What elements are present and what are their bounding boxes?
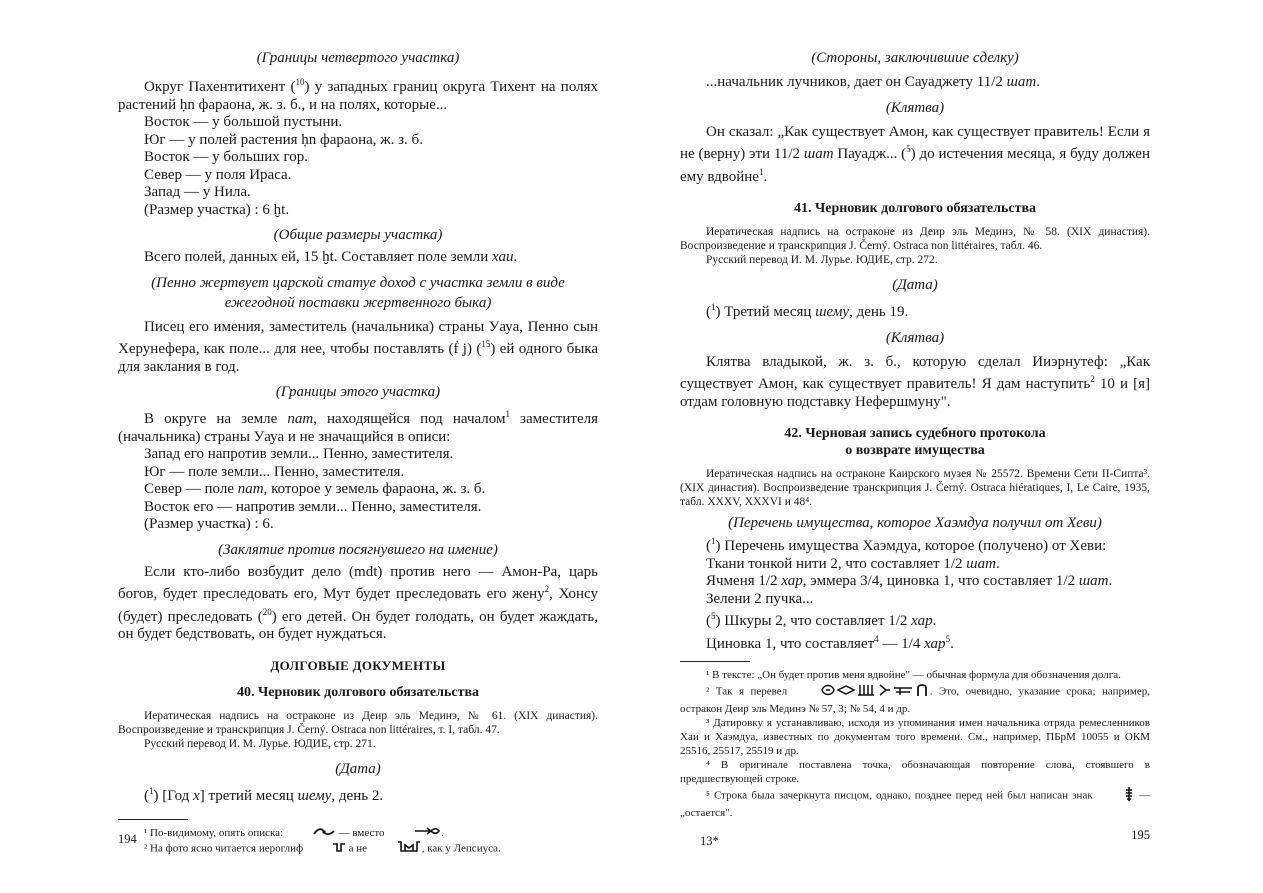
document-41-source: Иератическая надпись на остраконе из Деир эль Мединэ, № 58. (XIX династия). Воспроизведение и транскрипция J. Černý. Ostraca non littéraires, табл. 46. [680, 226, 1150, 252]
subheading-date: (Дата) [335, 760, 381, 777]
paragraph-scribe: Писец его имения, заместитель (начальника) страны Уауа, Пенно сын Херунефера, как поле... для нее, чтобы поставлять (ḟ j) ($^{15}$) ей одного быка для заклания в год. [118, 318, 598, 375]
boundary-west: Запад — у Нила. [144, 184, 251, 200]
subheading-property-list: (Перечень имущества, которое Хаэмдуа получил от Хеви) [728, 515, 1102, 531]
boundary-south: Юг — у полей растения ḥn фараона, ж. з. б. [144, 131, 423, 148]
footnote-5: ⁵ Строка была зачеркнута писцом, однако, позднее перед ней был написан знак — „остается". [680, 786, 1150, 820]
section-heading-debt-documents: ДОЛГОВЫЕ ДОКУМЕНТЫ [270, 657, 446, 673]
footnote-3: ³ Датировку я устанавливаю, исходя из упоминания имен начальника отряда ремесленников Хаи и Хаэмдуа, известных по документам того времени. См., например, ПБрМ 10055 и ОКМ 25516, 25517, 25519 и др. [680, 717, 1150, 757]
subheading-date-41: (Дата) [892, 277, 938, 293]
right-page [680, 0, 1150, 893]
document-40-source: Иератическая надпись на остраконе из Деир эль Мединэ, № 61. (XIX династия). Воспроизведение и транскрипция J. Černý. Ostraca non littéraires, т. I, табл. 47. [118, 709, 598, 736]
hieroglyph-icon [286, 826, 336, 840]
list-item-mat: Циновка 1, что составляет$^4$ — 1/4 хар$^5$. [706, 633, 954, 652]
document-42-heading: 42. Черновая запись судебного протокола [784, 426, 1046, 441]
paragraph-oath: Он сказал: „Как существует Амон, как существует правитель! Если я не (верну) эти 11/2 шат Пауадж... ($^5$) до истечения месяца, я буду должен ему вдвойне$^1$. [680, 123, 1150, 185]
boundary-west-2: Запад его напротив земли... Пенно, заместителя. [144, 446, 454, 462]
page-number-left: 194 [118, 832, 137, 846]
boundary-east-mountains: Восток — у больших гор. [144, 149, 309, 165]
list-item-barley: Ячменя 1/2 хар, эммера 3/4, циновка 1, что составляет 1/2 шат. [706, 573, 1113, 589]
boundary-north-2: Север — поле пат, которое у земель фараона, ж. з. б. [144, 481, 486, 497]
subheading-oath-41: (Клятва) [885, 329, 945, 346]
boundary-east-2: Восток его — напротив земли... Пенно, заместителя. [144, 498, 482, 515]
document-42-source: Иератическая надпись на остраконе Каирского музея № 25572. Времени Сети II-Сипта³. (XIX династия). Воспроизведение транскрипция J. Černý. Ostraca hiératiques, I, Le Caire, 1935, табл. XXXV, XXXVI и 48⁴. [680, 468, 1150, 508]
footnote-1: ¹ В тексте: „Он будет против меня вдвойне" — обычная формула для обозначения долга. [706, 669, 1121, 681]
footnote-4: ⁴ В оригинале поставлена точка, обозначающая повторение слова, стоявшего в предшествующей строке. [680, 759, 1150, 785]
document-42-heading-line2: о возврате имущества [845, 443, 985, 458]
footnote-1: ¹ По-видимому, опять описка: — вместо . [144, 827, 445, 839]
paragraph-district: Округ Пахентитихент ($^{10}$) у западных границ округа Тихент на полях растений ḥn фараона, ж. з. б., и на полях, которые... [118, 77, 599, 113]
subheading-fourth-plot: (Границы четвертого участка) [256, 50, 460, 66]
hieroglyph-icon [370, 840, 422, 858]
paragraph-archers: ...начальник лучников, дает он Сауаджету 11/2 шат. [706, 74, 1041, 90]
subheading-total-size: (Общие размеры участка) [273, 227, 443, 243]
plot-size-2: (Размер участка) : 6. [144, 516, 274, 532]
subheading-curse: (Заклятие против посягнувшего на имение) [218, 541, 498, 558]
paragraph-oath-41: Клятва владыкой, ж. з. б., которую сделал Ииэрнутеф: „Как существует Амон, как существует правитель! Я дам наступить$^2$ 10 и [я] отдам головную подставку Нефершмуну". [680, 353, 1150, 410]
subheading-parties: (Стороны, заключившие сделку) [811, 50, 1019, 66]
document-41-translation: Русский перевод И. М. Лурье. ЮДИЕ, стр. 272. [706, 254, 938, 266]
list-item-fabric: Ткани тонкой нити 2, что составляет 1/2 шат. [706, 555, 1000, 572]
plot-size: (Размер участка) : 6 ḫt. [144, 201, 290, 218]
paragraph-property-list: ($^1$) Перечень имущества Хаэмдуа, которое (получено) от Хеви: [706, 536, 1107, 554]
hieroglyph-icon [306, 841, 346, 857]
footnote-2: ² Так я перевел . Это, очевидно, указание срока; например, остракон Деир эль Мединэ № 57, 3; № 54, 4 и др. [680, 682, 1150, 716]
hieroglyph-icon [387, 826, 441, 840]
list-item-greens: Зелени 2 пучка... [706, 590, 814, 607]
boundary-east-desert: Восток — у большой пустыни. [144, 114, 343, 130]
list-item-hides: ($^5$) Шкуры 2, что составляет 1/2 хар. [706, 611, 937, 629]
hieroglyph-icon [1097, 786, 1135, 806]
boundary-south-2: Юг — поле земли... Пенно, заместителя. [144, 463, 405, 480]
paragraph-curse: Если кто-либо возбудит дело (mdt) против него — Амон-Ра, царь богов, будет преследовать его, Мут будет преследовать его жену$^2$, Хонсу (будет) преследовать ($^{20}$) его детей. Он будет голодать, он будет жаждать, он будет бедствовать, он будет нуждаться. [118, 563, 598, 642]
paragraph-date-41: ($^1$) Третий месяц шему, день 19. [706, 302, 909, 320]
subheading-oath: (Клятва) [885, 99, 945, 116]
page-number-right: 195 [1131, 828, 1150, 842]
footnote-rule [680, 661, 750, 662]
boundary-north: Север — у поля Ираса. [144, 166, 292, 183]
subheading-plot-boundaries: (Границы этого участка) [275, 384, 441, 400]
paragraph-district-land: В округе на земле пат, находящейся под началом$^1$ заместителя (начальника) страны Уауа и не значащийся в описи: [118, 409, 598, 445]
left-page [118, 0, 598, 893]
signature-mark: 13* [700, 834, 719, 848]
hieroglyph-sequence-icon [794, 682, 930, 702]
document-41-heading: 41. Черновик долгового обязательства [793, 201, 1037, 216]
subheading-penno-offering: (Пенно жертвует царской статуе доход с участка земли в виде ежегодной поставки жертвенного быка) [151, 274, 565, 311]
document-40-translation: Русский перевод И. М. Лурье. ЮДИЕ, стр. 271. [144, 737, 376, 750]
footnote-2: ² На фото ясно читается иероглиф а не , как у Лепсиуса. [118, 840, 598, 858]
footnote-rule [118, 819, 188, 820]
document-40-heading: 40. Черновик долгового обязательства [236, 684, 480, 700]
paragraph-date: ($^1$) [Год x] третий месяц шему, день 2. [144, 785, 384, 804]
paragraph-total-fields: Всего полей, данных ей, 15 ḫt. Составляет поле земли хаи. [144, 249, 518, 265]
